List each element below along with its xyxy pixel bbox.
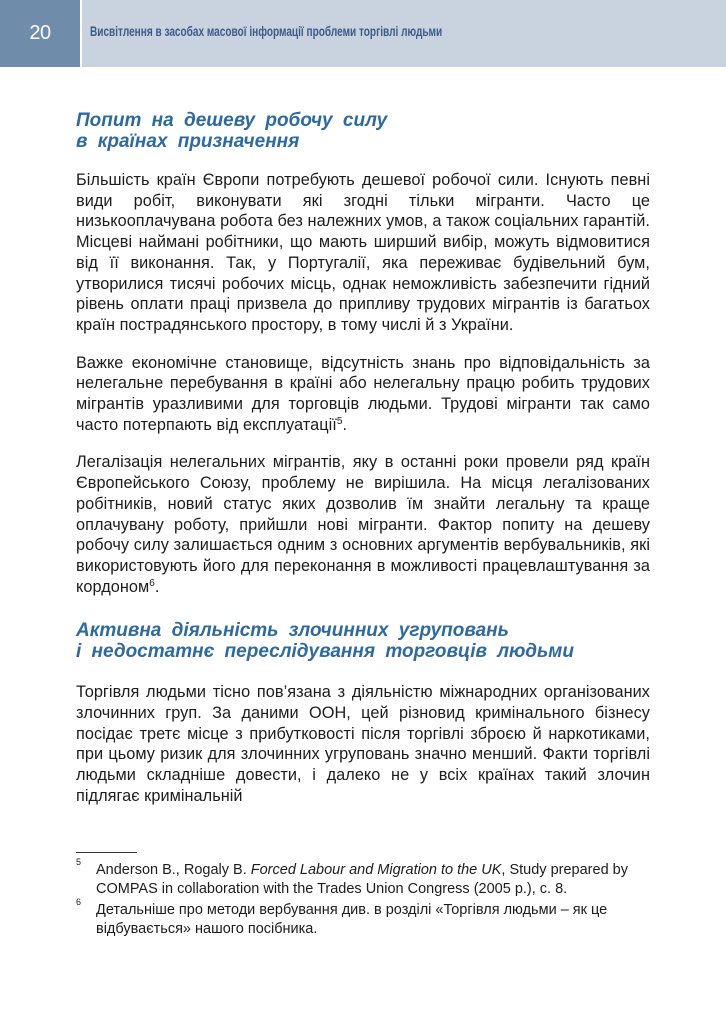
footnote-number: 6 [76, 897, 82, 907]
paragraph-labour-demand: Більшість країн Європи потребують дешевої робочої сили. Існують певні види робіт, виконувати які згодні тільки мігранти. Часто це низькооплачувана робота без належних умов, а також соціальних гарантій. Місцеві наймані робітники, що мають ширший вибір, можуть відмовитися від її виконання. Так, у Португалії, яка переживає будівельний бум, утворилися тисячі робочих місць, однак неможливість забезпечити гідний рівень оплати праці призвела до припливу трудових мігрантів із багатьох країн пострадянського простору, в тому числі й з України. [76, 171, 650, 334]
running-header-title: Висвітлення в засобах масової інформації проблеми торгівлі людьми [90, 24, 443, 39]
footnote-ref-5: 5 [336, 415, 343, 427]
section-heading-criminal-groups [76, 620, 650, 662]
section-heading-line-2: в країнах призначення [76, 131, 300, 152]
section-heading-line-2: і недостатнє переслідування торговців людьми [76, 641, 574, 663]
footnote-text [96, 861, 650, 899]
footnote-5 [76, 857, 650, 899]
footnote-ref-6: 6 [149, 577, 155, 589]
footnote-divider [76, 852, 137, 853]
footnote-number: 5 [76, 857, 82, 867]
page-body [76, 110, 650, 807]
paragraph-text: Важке економічне становище, відсутність знань про відповідальність за нелегальне перебування в країні або нелегальну працю робить трудових мігрантів уразливими для торговців людьми. Трудові мігранти так само часто потерпають від експлуатації [76, 353, 650, 434]
section-heading-line-1: Активна діяльність злочинних угруповань [76, 620, 509, 642]
paragraph-organized-crime: Торгівля людьми тісно пов’язана з діяльністю міжнародних організованих злочинних груп. За даними ООН, цей різновид кримінального бізнесу посідає третє місце з прибутковості після торгівлі зброєю й наркотиками, при цьому ризик для злочинних угруповань значно менший. Факти торгівлі людьми складніше довести, і далеко не у всіх країнах такий злочин підлягає кримінальній [76, 683, 650, 805]
section-heading-line-1: Попит на дешеву робочу силу [76, 110, 388, 131]
page-number: 20 [0, 0, 80, 67]
footnote-6 [76, 897, 650, 939]
paragraph-economic-situation: Важке економічне становище, відсутність знань про відповідальність за нелегальне перебування в країні або нелегальну працю робить трудових мігрантів уразливими для торговців людьми. Трудові мігранти так само часто потерпають від експлуатації$^5$. [76, 353, 650, 434]
footnote-text: Детальніше про методи вербування див. в розділі «Торгівля людьми – як це відбувається» нашого посібника. [96, 902, 608, 937]
footnotes [76, 857, 650, 941]
section-heading-labour-demand [76, 110, 650, 152]
paragraph-legalization [76, 452, 650, 597]
footnote-authors: Anderson B., Rogaly B. [96, 862, 251, 878]
running-header [82, 0, 726, 67]
footnote-title: Forced Labour and Migration to the UK [250, 862, 502, 878]
footnote-details: , Study prepared by COMPAS in collaboration with the Trades Union Congress (2005 р.), с. 8. [96, 862, 628, 897]
paragraph-text: Легалізація нелегальних мігрантів, яку в останні роки провели ряд країн Європейського Союзу, проблему не вирішила. На місця легалізованих робітників, новий статус яких дозволив їм знайти легальну та краще оплачувану роботу, прийшли нові мігранти. Фактор попиту на дешеву робочу силу залишається одним з основних аргументів вербувальників, які використовують його для переконання в можливості працевлаштування за кордоном [76, 453, 650, 596]
paragraph-end: . [154, 577, 160, 596]
